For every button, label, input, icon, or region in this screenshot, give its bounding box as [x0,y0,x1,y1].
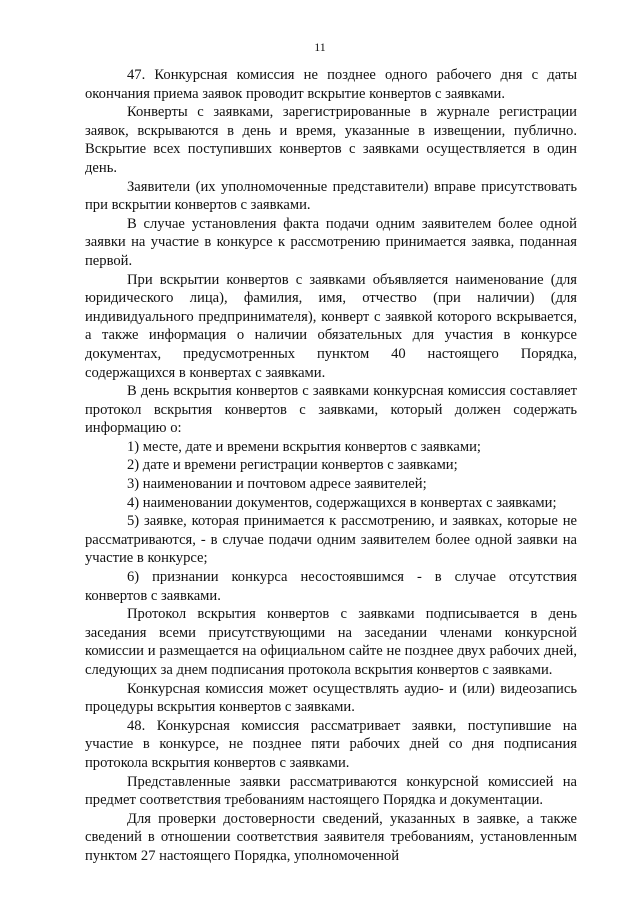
list-item: 2) дате и времени регистрации конвертов с заявками; [127,457,458,474]
paragraph: 47. Конкурсная комиссия не позднее одного рабочего дня с даты окончания приема заявок проводит вскрытие конвертов с заявками. [85,67,577,102]
paragraph: Заявители (их уполномоченные представители) вправе присутствовать при вскрытии конвертов с заявками. [85,178,577,214]
document-body [85,66,577,866]
paragraph: Конкурсная комиссия может осуществлять аудио- и (или) видеозапись процедуры вскрытия конвертов с заявками. [85,680,577,716]
page-number: 11 [314,40,326,54]
paragraph: В случае установления факта подачи одним заявителем более одной заявки на участие в конкурсе к рассмотрению принимается заявка, поданная первой. [85,215,577,269]
paragraph: Конверты с заявками, зарегистрированные в журнале регистрации заявок, вскрываются в день и время, указанные в извещении, публично. Вскрытие всех поступивших конвертов с заявками осуществляется в один день. [85,104,577,176]
list-item: 1) месте, дате и времени вскрытия конвертов с заявками; [127,438,481,455]
paragraph: Для проверки достоверности сведений, указанных в заявке, а также сведений в отношении соответствия заявителя требованиям, установленным пунктом 27 настоящего Порядка, уполномоченной [85,810,577,864]
paragraph: Протокол вскрытия конвертов с заявками подписывается в день заседания всеми присутствующими на заседании членами конкурсной комиссии и размещается на официальном сайте не позднее двух рабочих дней, следующих за днем подписания протокола вскрытия конвертов с заявками. [85,606,577,678]
paragraph: Представленные заявки рассматриваются конкурсной комиссией на предмет соответствия требованиям настоящего Порядка и документации. [85,773,577,809]
list-item: 5) заявке, которая принимается к рассмотрению, и заявках, которые не рассматриваются, - в случае подачи одним заявителем более одной заявки на участие в конкурсе; [85,513,577,567]
paragraph: При вскрытии конвертов с заявками объявляется наименование (для юридического лица), фамилия, имя, отчество (при наличии) (для индивидуального предпринимателя), конверт с заявкой которого вскрывается, а также информация о наличии обязательных для участия в конкурсе документах, предусмотренных пунктом 40 настоящего Порядка, содержащихся в конвертах с заявками. [85,271,577,381]
list-item: 4) наименовании документов, содержащихся в конвертах с заявками; [127,494,557,511]
list-item: 3) наименовании и почтовом адресе заявителей; [127,476,427,493]
list-item: 6) признании конкурса несостоявшимся - в случае отсутствия конвертов с заявками. [85,569,577,604]
paragraph: В день вскрытия конвертов с заявками конкурсная комиссия составляет протокол вскрытия конвертов с заявками, который должен содержать информацию о: [85,383,577,437]
paragraph: 48. Конкурсная комиссия рассматривает заявки, поступившие на участие в конкурсе, не позднее пяти рабочих дней со дня подписания протокола вскрытия конвертов с заявками. [85,717,577,771]
